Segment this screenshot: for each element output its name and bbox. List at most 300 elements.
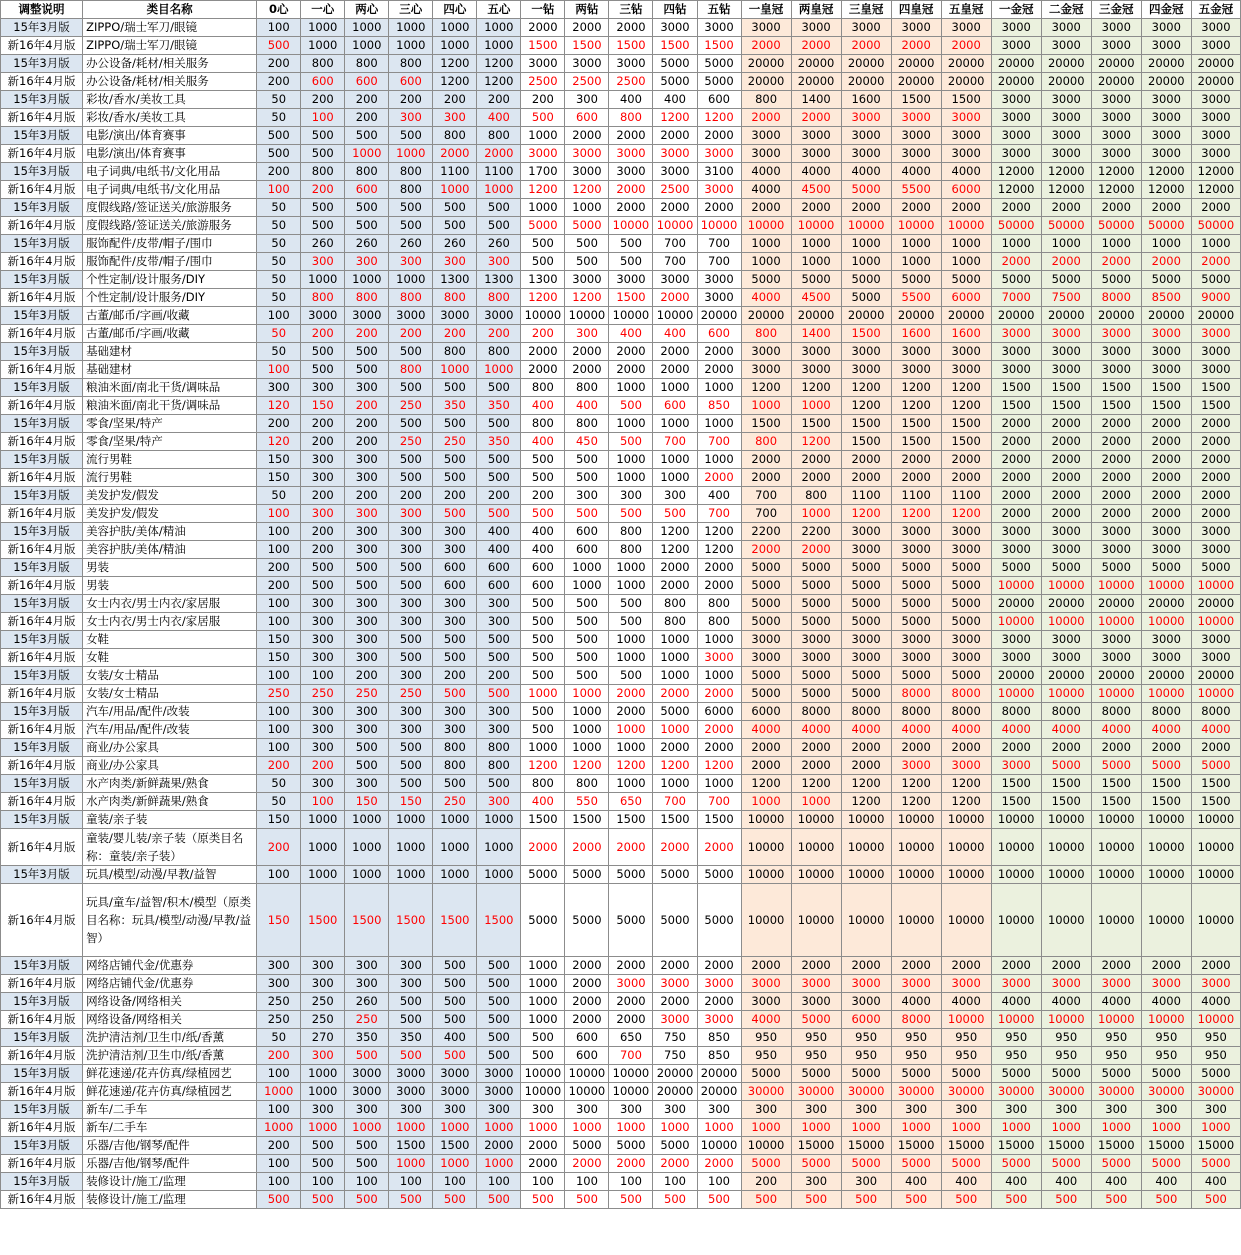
table-row [1,721,1241,739]
deposit-value-cell: 800 [433,289,477,307]
deposit-value-cell: 10000 [941,866,991,884]
deposit-value-cell: 3000 [991,631,1041,649]
deposit-value-cell: 2000 [941,199,991,217]
deposit-value-cell: 2000 [1141,199,1191,217]
deposit-value-cell: 550 [565,793,609,811]
deposit-value-cell: 20000 [1191,667,1240,685]
deposit-value-cell: 3000 [841,993,891,1011]
deposit-value-cell: 5000 [841,595,891,613]
deposit-value-cell: 2000 [791,957,841,975]
deposit-value-cell: 3000 [1141,37,1191,55]
deposit-value-cell: 3000 [1141,631,1191,649]
column-header: 五皇冠 [941,1,991,19]
deposit-value-cell: 500 [389,1191,433,1209]
table-row [1,1083,1241,1101]
deposit-value-cell: 12000 [1041,163,1091,181]
deposit-value-cell: 2000 [741,541,791,559]
deposit-value-cell: 500 [521,721,565,739]
deposit-value-cell: 1000 [609,1119,653,1137]
deposit-value-cell: 250 [345,1011,389,1029]
deposit-value-cell: 100 [301,1173,345,1191]
deposit-value-cell: 20000 [1091,55,1141,73]
table-row [1,55,1241,73]
category-name: 个性定制/设计服务/DIY [83,289,257,307]
deposit-value-cell: 3000 [433,1065,477,1083]
deposit-value-cell: 300 [389,613,433,631]
deposit-value-cell: 1000 [345,811,389,829]
deposit-value-cell: 5000 [565,866,609,884]
deposit-value-cell: 3000 [841,361,891,379]
deposit-value-cell: 100 [697,1173,741,1191]
deposit-value-cell: 1600 [941,325,991,343]
deposit-value-cell: 300 [301,451,345,469]
version-label: 新16年4月版 [1,1191,83,1209]
deposit-value-cell: 3000 [991,145,1041,163]
deposit-value-cell: 500 [433,199,477,217]
deposit-value-cell: 2000 [1141,739,1191,757]
deposit-value-cell: 5000 [1091,757,1141,775]
category-name: 女士内衣/男士内衣/家居服 [83,613,257,631]
deposit-value-cell: 1000 [697,631,741,649]
deposit-value-cell: 1500 [1041,775,1091,793]
deposit-value-cell: 3000 [1041,325,1091,343]
deposit-value-cell: 12000 [1091,163,1141,181]
deposit-value-cell: 200 [345,487,389,505]
deposit-value-cell: 10000 [741,1137,791,1155]
deposit-value-cell: 1500 [1041,793,1091,811]
deposit-value-cell: 800 [653,613,697,631]
deposit-value-cell: 1200 [741,775,791,793]
deposit-value-cell: 10000 [891,829,941,866]
deposit-value-cell: 1000 [521,199,565,217]
deposit-value-cell: 300 [301,631,345,649]
deposit-value-cell: 100 [257,667,301,685]
deposit-value-cell: 3000 [941,541,991,559]
deposit-value-cell: 1500 [477,884,521,957]
table-row [1,631,1241,649]
deposit-value-cell: 1000 [565,739,609,757]
deposit-value-cell: 3000 [1091,649,1141,667]
deposit-value-cell: 1000 [565,577,609,595]
deposit-value-cell: 2000 [697,559,741,577]
version-label: 新16年4月版 [1,109,83,127]
deposit-value-cell: 1500 [1091,397,1141,415]
deposit-value-cell: 1500 [1141,793,1191,811]
column-header: 一金冠 [991,1,1041,19]
column-header: 三皇冠 [841,1,891,19]
deposit-value-cell: 400 [477,523,521,541]
deposit-value-cell: 1000 [477,1119,521,1137]
deposit-value-cell: 2000 [1141,451,1191,469]
deposit-value-cell: 500 [389,127,433,145]
deposit-value-cell: 3000 [741,993,791,1011]
deposit-value-cell: 500 [389,415,433,433]
deposit-value-cell: 1000 [477,811,521,829]
deposit-value-cell: 950 [1041,1047,1091,1065]
deposit-value-cell: 2000 [1191,469,1240,487]
deposit-value-cell: 3000 [1041,649,1091,667]
deposit-value-cell: 2000 [653,829,697,866]
deposit-value-cell: 1000 [609,559,653,577]
deposit-value-cell: 5000 [1041,1155,1091,1173]
deposit-value-cell: 1000 [389,19,433,37]
deposit-value-cell: 100 [257,866,301,884]
deposit-value-cell: 5000 [1091,271,1141,289]
deposit-value-cell: 5000 [941,271,991,289]
deposit-value-cell: 5000 [791,667,841,685]
deposit-value-cell: 500 [257,145,301,163]
deposit-value-cell: 1000 [301,1083,345,1101]
deposit-value-cell: 1200 [697,523,741,541]
deposit-value-cell: 200 [345,415,389,433]
deposit-value-cell: 3000 [841,975,891,993]
version-label: 15年3月版 [1,451,83,469]
deposit-value-cell: 400 [609,325,653,343]
version-label: 15年3月版 [1,307,83,325]
deposit-value-cell: 500 [521,631,565,649]
deposit-value-cell: 2000 [653,361,697,379]
table-row [1,884,1241,957]
deposit-value-cell: 200 [257,577,301,595]
deposit-value-cell: 3000 [941,145,991,163]
deposit-value-cell: 2000 [791,757,841,775]
deposit-value-cell: 2000 [841,739,891,757]
deposit-value-cell: 4500 [791,181,841,199]
deposit-value-cell: 3000 [741,127,791,145]
deposit-value-cell: 1000 [433,829,477,866]
deposit-value-cell: 5000 [991,271,1041,289]
deposit-value-cell: 4000 [1141,993,1191,1011]
deposit-value-cell: 800 [521,775,565,793]
deposit-value-cell: 20000 [1091,73,1141,91]
deposit-value-cell: 300 [477,793,521,811]
deposit-value-cell: 2000 [991,451,1041,469]
version-label: 新16年4月版 [1,361,83,379]
deposit-value-cell: 3000 [1041,361,1091,379]
deposit-value-cell: 5000 [1041,1065,1091,1083]
deposit-value-cell: 1000 [609,415,653,433]
deposit-value-cell: 20000 [1041,307,1091,325]
deposit-value-cell: 10000 [991,884,1041,957]
deposit-value-cell: 800 [477,739,521,757]
deposit-value-cell: 15000 [791,1137,841,1155]
deposit-value-cell: 2000 [1041,505,1091,523]
deposit-value-cell: 1000 [609,379,653,397]
deposit-value-cell: 600 [433,577,477,595]
deposit-value-cell: 3000 [1191,325,1240,343]
deposit-value-cell: 30000 [1141,1083,1191,1101]
deposit-value-cell: 1000 [1141,235,1191,253]
deposit-value-cell: 500 [521,469,565,487]
deposit-value-cell: 3000 [477,1065,521,1083]
deposit-value-cell: 700 [653,793,697,811]
deposit-value-cell: 200 [257,415,301,433]
deposit-value-cell: 10000 [991,811,1041,829]
deposit-value-cell: 2000 [1091,253,1141,271]
deposit-value-cell: 10000 [941,884,991,957]
deposit-value-cell: 2000 [653,127,697,145]
deposit-value-cell: 3000 [609,975,653,993]
deposit-value-cell: 200 [433,325,477,343]
version-label: 15年3月版 [1,775,83,793]
deposit-value-cell: 1200 [741,379,791,397]
deposit-value-cell: 1200 [565,757,609,775]
deposit-value-cell: 2000 [697,361,741,379]
deposit-value-cell: 1000 [565,559,609,577]
deposit-value-cell: 300 [345,451,389,469]
column-header: 四钻 [653,1,697,19]
deposit-value-cell: 1000 [891,235,941,253]
deposit-value-cell: 3000 [1191,127,1240,145]
deposit-value-cell: 1000 [697,379,741,397]
deposit-value-cell: 20000 [1041,595,1091,613]
deposit-value-cell: 500 [389,757,433,775]
deposit-value-cell: 10000 [565,1065,609,1083]
deposit-value-cell: 20000 [1091,307,1141,325]
deposit-value-cell: 10000 [741,829,791,866]
deposit-value-cell: 20000 [891,307,941,325]
deposit-value-cell: 1000 [257,1119,301,1137]
deposit-value-cell: 3000 [345,1065,389,1083]
deposit-value-cell: 850 [697,1047,741,1065]
deposit-value-cell: 3000 [1091,91,1141,109]
column-header: 四皇冠 [891,1,941,19]
category-name: 零食/坚果/特产 [83,433,257,451]
deposit-value-cell: 260 [433,235,477,253]
deposit-value-cell: 250 [257,685,301,703]
deposit-value-cell: 1500 [653,811,697,829]
deposit-value-cell: 3000 [1191,19,1240,37]
deposit-value-cell: 2000 [609,829,653,866]
table-row [1,811,1241,829]
deposit-value-cell: 5000 [891,559,941,577]
deposit-value-cell: 300 [433,613,477,631]
deposit-value-cell: 1500 [697,37,741,55]
deposit-value-cell: 200 [345,397,389,415]
deposit-value-cell: 2000 [565,1011,609,1029]
deposit-value-cell: 3000 [741,145,791,163]
deposit-value-cell: 600 [565,109,609,127]
table-row [1,235,1241,253]
deposit-value-cell: 1200 [841,379,891,397]
version-label: 15年3月版 [1,703,83,721]
category-name: ZIPPO/瑞士军刀/眼镜 [83,37,257,55]
deposit-value-cell: 950 [891,1029,941,1047]
deposit-value-cell: 1200 [941,397,991,415]
deposit-value-cell: 2000 [653,559,697,577]
deposit-value-cell: 10000 [741,811,791,829]
deposit-value-cell: 800 [741,433,791,451]
deposit-value-cell: 400 [1041,1173,1091,1191]
version-label: 15年3月版 [1,127,83,145]
deposit-value-cell: 3000 [1041,19,1091,37]
deposit-value-cell: 10000 [521,1065,565,1083]
deposit-value-cell: 1000 [345,145,389,163]
deposit-value-cell: 10000 [1041,829,1091,866]
deposit-value-cell: 10000 [609,217,653,235]
version-label: 新16年4月版 [1,1119,83,1137]
column-header: 三钻 [609,1,653,19]
deposit-value-cell: 1000 [477,37,521,55]
deposit-value-cell: 950 [1141,1047,1191,1065]
deposit-value-cell: 3000 [1041,343,1091,361]
deposit-value-cell: 500 [433,685,477,703]
version-label: 新16年4月版 [1,1011,83,1029]
version-label: 新16年4月版 [1,469,83,487]
deposit-value-cell: 300 [301,975,345,993]
deposit-value-cell: 2000 [1191,505,1240,523]
deposit-value-cell: 1000 [521,127,565,145]
deposit-value-cell: 100 [257,613,301,631]
deposit-value-cell: 2000 [1141,469,1191,487]
deposit-value-cell: 300 [741,1101,791,1119]
column-header: 四金冠 [1141,1,1191,19]
deposit-value-cell: 2000 [521,343,565,361]
deposit-value-cell: 10000 [609,1083,653,1101]
deposit-value-cell: 2000 [565,829,609,866]
deposit-value-cell: 600 [389,73,433,91]
deposit-value-cell: 5000 [791,1155,841,1173]
deposit-value-cell: 1000 [301,1065,345,1083]
deposit-value-cell: 200 [433,487,477,505]
deposit-value-cell: 10000 [791,884,841,957]
deposit-value-cell: 500 [565,631,609,649]
deposit-value-cell: 1500 [697,811,741,829]
deposit-value-cell: 5000 [841,667,891,685]
deposit-value-cell: 500 [389,1011,433,1029]
deposit-value-cell: 1500 [389,884,433,957]
deposit-value-cell: 2000 [697,199,741,217]
deposit-value-cell: 2000 [565,957,609,975]
deposit-value-cell: 500 [477,451,521,469]
deposit-value-cell: 200 [301,541,345,559]
deposit-value-cell: 2000 [653,343,697,361]
deposit-value-cell: 500 [565,613,609,631]
deposit-value-cell: 2000 [565,343,609,361]
deposit-value-cell: 2000 [741,757,791,775]
deposit-value-cell: 800 [565,379,609,397]
deposit-value-cell: 250 [301,993,345,1011]
deposit-value-cell: 2000 [991,957,1041,975]
deposit-value-cell: 1100 [477,163,521,181]
deposit-value-cell: 2000 [697,343,741,361]
deposit-value-cell: 1500 [389,1137,433,1155]
deposit-value-cell: 350 [433,397,477,415]
deposit-value-cell: 3000 [741,343,791,361]
table-row [1,757,1241,775]
deposit-value-cell: 500 [609,1191,653,1209]
deposit-value-cell: 8000 [791,703,841,721]
category-name: 彩妆/香水/美妆工具 [83,91,257,109]
table-row [1,1065,1241,1083]
deposit-value-cell: 50 [257,1029,301,1047]
deposit-value-cell: 20000 [791,55,841,73]
deposit-value-cell: 3000 [565,55,609,73]
deposit-value-cell: 8000 [941,703,991,721]
deposit-value-cell: 4000 [1191,721,1240,739]
deposit-value-cell: 3000 [1091,631,1141,649]
column-header: 一皇冠 [741,1,791,19]
deposit-value-cell: 200 [257,163,301,181]
deposit-value-cell: 2000 [653,199,697,217]
deposit-value-cell: 1200 [791,433,841,451]
deposit-value-cell: 1000 [741,1119,791,1137]
deposit-value-cell: 5000 [565,1137,609,1155]
deposit-value-cell: 5000 [891,1065,941,1083]
deposit-value-cell: 350 [345,1029,389,1047]
deposit-value-cell: 3000 [841,541,891,559]
deposit-value-cell: 3000 [1041,37,1091,55]
deposit-value-cell: 1000 [653,721,697,739]
deposit-value-cell: 20000 [991,667,1041,685]
deposit-value-cell: 1000 [345,1119,389,1137]
deposit-value-cell: 4000 [891,721,941,739]
deposit-value-cell: 700 [653,235,697,253]
deposit-value-cell: 15000 [1091,1137,1141,1155]
deposit-value-cell: 400 [1091,1173,1141,1191]
deposit-value-cell: 1200 [891,505,941,523]
deposit-value-cell: 2000 [841,37,891,55]
deposit-value-cell: 20000 [941,55,991,73]
deposit-value-cell: 10000 [891,217,941,235]
deposit-value-cell: 2000 [521,1155,565,1173]
deposit-value-cell: 2000 [1091,451,1141,469]
deposit-value-cell: 3000 [841,19,891,37]
deposit-value-cell: 500 [521,595,565,613]
deposit-value-cell: 10000 [841,866,891,884]
deposit-value-cell: 150 [389,793,433,811]
deposit-value-cell: 200 [257,55,301,73]
deposit-value-cell: 10000 [1141,866,1191,884]
deposit-value-cell: 1200 [521,757,565,775]
deposit-value-cell: 2000 [1141,505,1191,523]
deposit-value-cell: 800 [301,289,345,307]
deposit-value-cell: 2000 [991,469,1041,487]
deposit-value-cell: 10000 [991,577,1041,595]
deposit-value-cell: 300 [301,613,345,631]
deposit-value-cell: 500 [301,127,345,145]
category-name: 基础建材 [83,361,257,379]
deposit-value-cell: 300 [433,1101,477,1119]
deposit-value-cell: 2000 [609,181,653,199]
deposit-value-cell: 7500 [1041,289,1091,307]
deposit-value-cell: 300 [565,1101,609,1119]
deposit-value-cell: 3000 [791,631,841,649]
deposit-value-cell: 500 [389,199,433,217]
deposit-value-cell: 3000 [1091,19,1141,37]
deposit-value-cell: 800 [389,289,433,307]
deposit-value-cell: 500 [389,993,433,1011]
deposit-value-cell: 5000 [697,884,741,957]
deposit-value-cell: 800 [389,181,433,199]
deposit-value-cell: 5000 [891,1155,941,1173]
deposit-value-cell: 2000 [1091,433,1141,451]
deposit-value-cell: 4000 [741,721,791,739]
deposit-value-cell: 10000 [521,307,565,325]
deposit-value-cell: 1500 [609,289,653,307]
deposit-value-cell: 20000 [891,73,941,91]
deposit-value-cell: 300 [433,541,477,559]
deposit-value-cell: 10000 [1191,577,1240,595]
deposit-value-cell: 100 [653,1173,697,1191]
deposit-value-cell: 300 [941,1101,991,1119]
deposit-value-cell: 300 [477,595,521,613]
deposit-value-cell: 800 [653,595,697,613]
deposit-value-cell: 1200 [941,505,991,523]
deposit-value-cell: 2000 [841,957,891,975]
category-name: 水产肉类/新鲜蔬果/熟食 [83,775,257,793]
deposit-value-cell: 2000 [741,469,791,487]
